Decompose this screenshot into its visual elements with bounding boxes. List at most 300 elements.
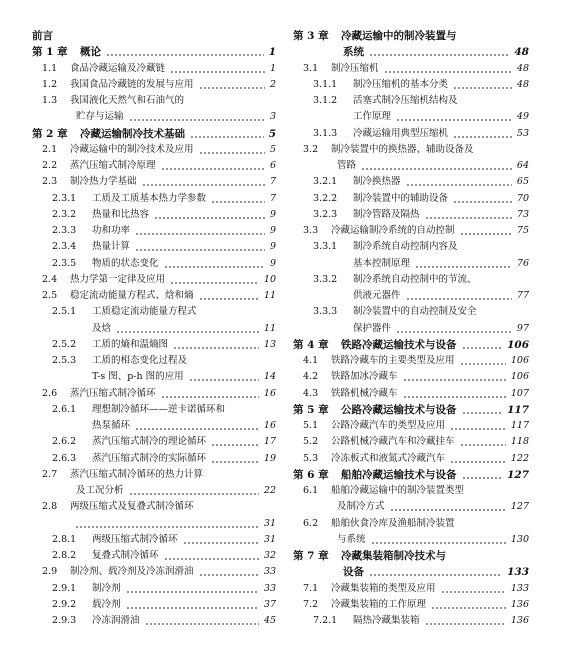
toc-entry	[32, 581, 276, 597]
toc-entry-text	[32, 61, 168, 77]
toc-page-number: 2	[267, 77, 276, 93]
toc-entry-number: 4.1	[303, 355, 319, 366]
toc-entry	[32, 304, 276, 320]
toc-dot-leader	[126, 591, 259, 593]
toc-entry-number: 2.6	[42, 387, 58, 399]
toc-dot-leader	[199, 574, 259, 576]
toc-entry	[32, 288, 276, 304]
toc-dot-leader	[462, 347, 502, 349]
toc-entry-text	[293, 321, 394, 337]
toc-page-number: 130	[508, 532, 529, 548]
toc-entry-number: 3.2.1	[313, 176, 338, 188]
toc-page-number: 1	[266, 44, 276, 60]
toc-page-number: 16	[261, 418, 276, 434]
toc-dot-leader	[460, 233, 512, 235]
toc-entry-text	[293, 223, 458, 239]
toc-page-number: 118	[508, 434, 529, 450]
toc-entry-text	[32, 28, 56, 44]
toc-entry-number: 第 2 章	[32, 127, 68, 140]
toc-entry-title: 制冷压缩机	[331, 62, 379, 74]
toc-dot-leader	[390, 509, 506, 511]
toc-entry-number: 2.8.2	[52, 550, 77, 561]
toc-entry-text	[293, 239, 461, 255]
toc-entry-text	[32, 207, 152, 223]
toc-page-number: 31	[261, 516, 276, 532]
toc-entry	[293, 288, 529, 304]
toc-entry	[32, 548, 276, 564]
toc-page-number: 127	[504, 467, 529, 483]
toc-page-number: 49	[514, 109, 529, 125]
toc-entry-title: 铁路冷藏运输技术与设备	[341, 338, 457, 351]
toc-entry-title: 铁路加冰冷藏车	[331, 371, 398, 383]
toc-entry-title: 制冷装置中的辅助设备	[353, 192, 449, 204]
toc-entry	[32, 402, 276, 418]
toc-entry-title: 我国食品冷藏链的发展与应用	[70, 78, 194, 90]
toc-entry-title: 冷冻板式和液氮式冷藏汽车	[331, 452, 446, 464]
toc-entry	[32, 93, 276, 109]
toc-entry-number: 3.3	[303, 225, 319, 236]
toc-page-number: 6	[267, 158, 276, 174]
toc-page-number: 48	[514, 77, 529, 93]
toc-page-number: 97	[514, 321, 529, 337]
toc-dot-leader	[384, 71, 512, 73]
toc-entry-text	[293, 142, 477, 158]
toc-entry-title: 理想制冷循环——逆卡诺循环和	[92, 403, 226, 415]
toc-chapter-entry	[293, 548, 529, 564]
toc-page-number: 127	[508, 499, 529, 515]
toc-entry-title: T-s 图、p-h 图的应用	[92, 371, 184, 383]
toc-dot-leader	[369, 574, 502, 576]
toc-entry	[32, 61, 276, 77]
toc-entry-number: 2.3.3	[52, 225, 77, 236]
toc-entry-number: 2.9.3	[52, 615, 77, 626]
toc-chapter-entry	[32, 126, 276, 142]
toc-page-number: 9	[267, 256, 276, 272]
toc-entry-number: 2.1	[42, 143, 58, 155]
toc-entry-title: 及工况分析	[76, 485, 124, 496]
toc-entry-text	[293, 451, 448, 467]
toc-entry	[293, 386, 529, 402]
toc-entry-title: 功和功率	[92, 225, 131, 236]
toc-entry	[32, 272, 276, 288]
toc-entry-title: 物质的状态变化	[92, 257, 159, 269]
toc-entry-title: 复叠式制冷循环	[92, 550, 159, 561]
toc-page-number: 17	[261, 434, 276, 450]
toc-entry-number: 3.1.3	[313, 127, 338, 139]
toc-entry-text	[293, 191, 451, 207]
toc-entry	[32, 353, 276, 369]
toc-entry	[293, 77, 529, 93]
toc-entry-number: 5.2	[303, 436, 319, 448]
toc-page-number: 133	[508, 581, 529, 597]
toc-entry	[293, 272, 529, 288]
toc-entry-text	[32, 223, 133, 239]
toc-entry	[293, 207, 529, 223]
toc-entry-title: 及制冷方式	[337, 501, 385, 513]
toc-entry-number: 第 6 章	[293, 468, 329, 481]
toc-page-number: 7	[267, 174, 276, 190]
toc-entry-number: 3.1	[303, 62, 319, 74]
toc-entry-number: 1.2	[42, 78, 58, 90]
toc-entry-number: 6.1	[303, 485, 319, 496]
toc-page-number: 136	[508, 597, 529, 613]
toc-entry-title: 保护器件	[353, 322, 392, 334]
toc-entry-text	[293, 499, 388, 515]
toc-page-number: 33	[261, 581, 276, 597]
toc-entry-number: 2.5.2	[52, 338, 77, 350]
toc-page-number: 117	[508, 418, 529, 434]
toc-dot-leader	[75, 526, 259, 528]
toc-entry-title: 公路冷藏汽车的类型及应用	[331, 420, 446, 431]
toc-entry-text	[32, 109, 127, 125]
toc-entry-number: 2.9.1	[52, 582, 77, 594]
toc-entry-text	[32, 239, 133, 255]
toc-entry-text	[293, 386, 401, 402]
toc-entry-text	[293, 548, 449, 564]
toc-entry	[293, 304, 529, 320]
toc-page-number: 107	[508, 386, 529, 402]
toc-dot-leader	[129, 493, 259, 495]
toc-dot-leader	[170, 71, 265, 73]
toc-entry-text	[32, 337, 171, 353]
toc-entry-number: 2.9	[42, 566, 58, 578]
toc-entry-number: 2.5.3	[52, 355, 77, 366]
toc-entry-text	[32, 158, 159, 174]
toc-entry-number: 4.2	[303, 371, 319, 383]
toc-entry-title: 系统	[343, 46, 364, 59]
toc-entry-number: 2.3.1	[52, 192, 77, 204]
toc-entry	[293, 516, 529, 532]
toc-entry-title: 制冷换热器	[353, 176, 401, 188]
toc-page-number: 106	[508, 369, 529, 385]
toc-left-column	[32, 28, 276, 629]
toc-dot-leader	[116, 331, 259, 333]
toc-page-number: 31	[261, 532, 276, 548]
toc-entry	[293, 597, 529, 613]
toc-dot-leader	[135, 428, 259, 430]
toc-page-number: 48	[514, 61, 529, 77]
toc-entry	[293, 418, 529, 434]
toc-chapter-entry	[293, 564, 529, 580]
toc-entry	[32, 239, 276, 255]
toc-entry-text	[293, 272, 480, 288]
toc-page-number: 122	[508, 451, 529, 467]
toc-entry-title: 蒸汽压缩式制冷的实际循环	[92, 452, 207, 464]
toc-entry-text	[293, 467, 460, 483]
toc-entry-number: 3.2	[303, 143, 319, 155]
toc-dot-leader	[135, 233, 265, 235]
toc-entry-number: 3.1.2	[313, 95, 338, 106]
toc-entry-title: 船舶冷藏运输技术与设备	[341, 468, 457, 481]
toc-entry-text	[32, 174, 140, 190]
toc-page-number: 19	[261, 451, 276, 467]
toc-entry-title: 制冷装置中的换热器、辅助设备及	[331, 143, 474, 155]
toc-page-number: 133	[504, 564, 529, 580]
toc-entry	[32, 499, 276, 515]
toc-entry	[293, 223, 529, 239]
toc-page-number: 11	[261, 288, 276, 304]
toc-entry-number: 7.1	[303, 582, 319, 594]
toc-entry	[32, 564, 276, 580]
toc-entry-text	[293, 516, 458, 532]
toc-entry-text	[293, 337, 460, 353]
toc-entry-text	[32, 483, 127, 499]
toc-dot-leader	[453, 136, 512, 138]
toc-page-number: 117	[504, 402, 529, 418]
toc-entry-number: 第 7 章	[293, 550, 329, 562]
toc-page-number: 136	[508, 613, 529, 629]
toc-entry-number: 2.3.4	[52, 241, 77, 253]
toc-entry-text	[32, 369, 187, 385]
toc-page-number: 10	[261, 272, 276, 288]
toc-page-number: 22	[261, 483, 276, 499]
toc-dot-leader	[371, 542, 506, 544]
toc-entry-title: 热量计算	[92, 241, 131, 253]
toc-chapter-entry	[32, 44, 276, 60]
toc-entry-text	[293, 256, 413, 272]
toc-page-number: 70	[514, 191, 529, 207]
toc-page-number: 77	[514, 288, 529, 304]
toc-entry-title: 公路机械冷藏汽车和冷藏挂车	[331, 436, 455, 448]
toc-dot-leader	[199, 87, 265, 89]
toc-dot-leader	[126, 607, 259, 609]
toc-entry-title: 制冷系统自动控制中的节流、	[353, 273, 477, 285]
toc-entry-title: 工质及工质基本热力学参数	[92, 192, 207, 204]
toc-entry-number: 2.6.3	[52, 452, 77, 464]
toc-entry-title: 两级压缩式及复叠式制冷循环	[70, 501, 194, 513]
toc-entry	[32, 483, 276, 499]
toc-entry-title: 载冷剂	[92, 598, 121, 610]
toc-entry	[293, 191, 529, 207]
toc-dot-leader	[425, 623, 506, 625]
toc-dot-leader	[441, 591, 506, 593]
toc-entry-number: 第 5 章	[293, 403, 329, 416]
toc-entry-title: 船舶伙食冷库及渔船制冷装置	[331, 517, 455, 529]
toc-dot-leader	[190, 136, 264, 138]
toc-page-number: 53	[514, 126, 529, 142]
toc-entry-title: 制冷热力学基础	[70, 176, 137, 188]
toc-dot-leader	[396, 119, 512, 121]
toc-entry-text	[293, 418, 448, 434]
toc-entry	[293, 321, 529, 337]
toc-dot-leader	[403, 396, 506, 398]
toc-entry-text	[32, 434, 209, 450]
toc-entry-number: 第 1 章	[32, 46, 68, 59]
toc-entry-number: 第 4 章	[293, 338, 329, 351]
toc-page-number: 1	[267, 61, 276, 77]
toc-entry	[32, 516, 276, 532]
toc-entry-title: 设备	[343, 566, 364, 579]
toc-entry-text	[32, 77, 197, 93]
toc-entry-title: 制冷装置中的自动控制及安全	[353, 306, 477, 318]
toc-entry-text	[32, 451, 209, 467]
toc-page-number: 32	[261, 548, 276, 564]
toc-entry-title: 与系统	[337, 533, 366, 545]
toc-entry-text	[32, 581, 124, 597]
toc-entry-text	[32, 516, 73, 532]
toc-entry	[293, 93, 529, 109]
toc-dot-leader	[135, 249, 265, 251]
toc-entry	[293, 581, 529, 597]
toc-dot-leader	[142, 184, 265, 186]
toc-entry	[293, 109, 529, 125]
toc-entry	[32, 467, 276, 483]
toc-entry-title: 工质的熵和温熵图	[92, 338, 169, 350]
toc-entry-title: 管路	[337, 160, 357, 171]
toc-entry	[32, 28, 276, 44]
toc-entry-title: 热量和比热容	[92, 208, 150, 220]
toc-page-number: 5	[267, 142, 276, 158]
toc-entry-text	[293, 77, 451, 93]
toc-entry-text	[32, 564, 197, 580]
toc-entry-title: 我国液化天然气和石油气的	[70, 95, 185, 106]
toc-entry	[293, 369, 529, 385]
toc-entry-text	[293, 353, 458, 369]
toc-entry-title: 蒸汽压缩式制冷循环	[70, 387, 156, 399]
toc-dot-leader	[460, 444, 506, 446]
toc-entry-number: 6.2	[303, 517, 319, 529]
toc-entry-text	[32, 272, 168, 288]
toc-chapter-entry	[293, 337, 529, 353]
toc-dot-leader	[161, 168, 265, 170]
toc-entry-text	[32, 256, 162, 272]
toc-entry-title: 制冷剂	[92, 582, 121, 594]
toc-entry-text	[293, 109, 394, 125]
toc-entry	[32, 418, 276, 434]
toc-entry	[293, 142, 529, 158]
toc-entry	[293, 613, 529, 629]
toc-entry-text	[32, 142, 197, 158]
toc-entry-text	[32, 126, 188, 142]
toc-chapter-entry	[293, 28, 529, 44]
toc-entry-number: 1.3	[42, 95, 58, 106]
toc-entry-text	[32, 613, 143, 629]
toc-entry-title: 隔热冷藏集装箱	[353, 615, 420, 626]
toc-entry-text	[32, 467, 206, 483]
toc-page-number: 33	[261, 564, 276, 580]
toc-entry	[32, 207, 276, 223]
toc-entry	[293, 256, 529, 272]
toc-entry	[32, 223, 276, 239]
toc-entry	[293, 158, 529, 174]
toc-dot-leader	[154, 217, 265, 219]
toc-entry-number: 3.3.3	[313, 306, 338, 318]
toc-dot-leader	[145, 623, 259, 625]
toc-entry-text	[293, 207, 423, 223]
toc-entry	[293, 174, 529, 190]
toc-page-number: 45	[261, 613, 276, 629]
toc-entry-number: 2.5	[42, 290, 58, 301]
toc-entry	[32, 321, 276, 337]
toc-entry-text	[32, 386, 159, 402]
toc-dot-leader	[450, 461, 506, 463]
toc-page-number: 76	[514, 256, 529, 272]
toc-entry-title: 活塞式制冷压缩机结构及	[353, 95, 458, 106]
toc-page-number: 13	[261, 337, 276, 353]
toc-entry-text	[293, 44, 367, 60]
toc-entry-title: 工质的相态变化过程及	[92, 355, 188, 366]
toc-entry-title: 稳定流动能量方程式、焓和熵	[70, 290, 194, 301]
toc-dot-leader	[106, 54, 264, 56]
toc-entry-title: 制冷压缩机的基本分类	[353, 78, 449, 90]
toc-dot-leader	[462, 412, 502, 414]
toc-page-number: 75	[514, 223, 529, 239]
toc-dot-leader	[211, 201, 265, 203]
toc-entry-number: 2.3.5	[52, 257, 77, 269]
toc-entry-title: 冷藏集装箱的类型及应用	[331, 582, 436, 594]
toc-chapter-entry	[293, 44, 529, 60]
toc-entry	[32, 158, 276, 174]
toc-entry-number: 2.3	[42, 176, 58, 188]
toc-dot-leader	[199, 152, 265, 154]
toc-entry-number: 7.2.1	[313, 615, 338, 626]
toc-entry-text	[32, 304, 200, 320]
toc-dot-leader	[164, 266, 265, 268]
toc-entry	[293, 451, 529, 467]
toc-dot-leader	[173, 347, 259, 349]
toc-dot-leader	[164, 558, 259, 560]
toc-entry-text	[32, 93, 187, 109]
toc-dot-leader	[396, 331, 512, 333]
toc-entry-text	[293, 402, 460, 418]
toc-entry	[293, 61, 529, 77]
toc-entry-text	[32, 418, 133, 434]
toc-entry-number: 4.3	[303, 387, 319, 399]
toc-entry-title: 公路冷藏运输技术与设备	[341, 403, 457, 416]
toc-entry-text	[32, 191, 209, 207]
toc-entry-text	[293, 532, 369, 548]
toc-entry-number: 2.5.1	[52, 306, 77, 318]
toc-entry-text	[293, 288, 404, 304]
toc-entry-title: 制冷系统自动控制内容及	[353, 241, 458, 253]
toc-entry-number: 2.6.2	[52, 436, 77, 448]
toc-entry-title: 冷藏运输用典型压缩机	[353, 127, 449, 139]
toc-page-number: 9	[267, 207, 276, 223]
toc-entry-text	[293, 126, 451, 142]
toc-entry-title: 冷藏集装箱制冷技术与	[341, 550, 446, 562]
toc-page-number: 3	[267, 109, 276, 125]
toc-entry-text	[32, 499, 197, 515]
toc-entry-number: 2.8	[42, 501, 58, 513]
toc-dot-leader	[460, 363, 506, 365]
toc-dot-leader	[453, 87, 512, 89]
toc-entry-title: 工质稳定流动能量方程式	[92, 306, 197, 318]
toc-entry-number: 3.3.1	[313, 241, 338, 253]
toc-entry-number: 2.4	[42, 273, 58, 285]
toc-page-number: 9	[267, 239, 276, 255]
toc-entry-text	[293, 174, 404, 190]
toc-entry-title: 概论	[80, 46, 101, 59]
toc-entry-number: 7.2	[303, 598, 319, 610]
toc-entry	[32, 77, 276, 93]
toc-entry-text	[293, 61, 382, 77]
toc-entry-number: 5.1	[303, 420, 319, 431]
toc-dot-leader	[183, 542, 259, 544]
toc-entry-text	[293, 93, 461, 109]
toc-entry-title: 冷藏运输制冷技术基础	[80, 127, 185, 140]
toc-page-number: 11	[261, 321, 276, 337]
toc-entry-number: 5.3	[303, 452, 319, 464]
toc-entry-title: 热力学第一定律及应用	[70, 273, 166, 285]
toc-entry	[293, 353, 529, 369]
toc-page-number: 106	[508, 353, 529, 369]
toc-entry	[32, 174, 276, 190]
toc-entry-title: 蒸汽压缩式制冷原理	[70, 160, 156, 171]
toc-entry-text	[32, 288, 197, 304]
toc-dot-leader	[450, 428, 506, 430]
toc-entry	[293, 239, 529, 255]
toc-entry	[32, 191, 276, 207]
